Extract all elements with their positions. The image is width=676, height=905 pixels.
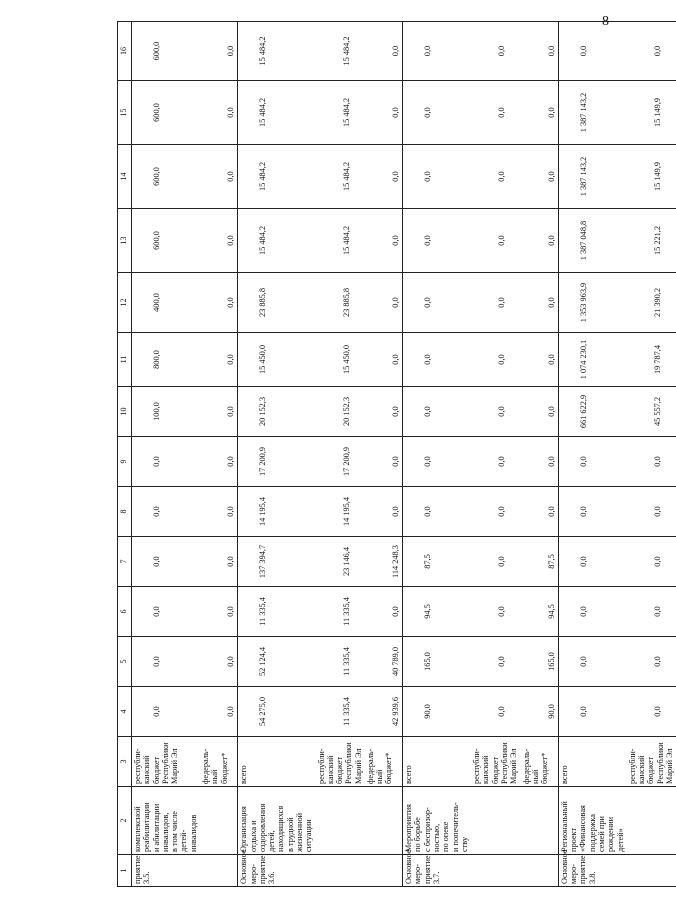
activity-number-cell — [316, 855, 365, 887]
budget-table — [117, 21, 676, 887]
column-header: 15 — [118, 81, 132, 145]
value-cell: 0,0 — [365, 273, 403, 333]
value-cell: 0,0 — [471, 273, 520, 333]
value-cell: 0,0 — [627, 637, 676, 687]
table-row — [558, 22, 626, 887]
value-cell: 0,0 — [200, 687, 238, 737]
value-cell: 0,0 — [471, 81, 520, 145]
value-cell: 21 390,2 — [627, 273, 676, 333]
value-cell: 0,0 — [627, 487, 676, 537]
value-cell: 137 394,7 — [238, 537, 316, 587]
column-header: 8 — [118, 487, 132, 537]
value-cell: 0,0 — [365, 209, 403, 273]
value-cell: 0,0 — [365, 587, 403, 637]
table-row — [238, 22, 316, 887]
value-cell: 0,0 — [200, 145, 238, 209]
value-cell: 165,0 — [521, 637, 559, 687]
funding-source-cell: республи- канский бюджет Республики Марий Эл — [471, 737, 520, 787]
value-cell: 15 484,2 — [316, 209, 365, 273]
value-cell: 0,0 — [627, 687, 676, 737]
value-cell: 0,0 — [200, 537, 238, 587]
value-cell: 800,0 — [132, 333, 200, 387]
value-cell: 0,0 — [471, 22, 520, 81]
value-cell: 0,0 — [132, 687, 200, 737]
activity-name-cell — [316, 787, 365, 855]
value-cell: 11 335,4 — [316, 687, 365, 737]
value-cell: 0,0 — [200, 637, 238, 687]
value-cell: 0,0 — [471, 145, 520, 209]
funding-source-cell: всего — [403, 737, 471, 787]
value-cell: 0,0 — [471, 637, 520, 687]
value-cell: 0,0 — [365, 387, 403, 437]
value-cell: 11 335,4 — [238, 587, 316, 637]
value-cell: 0,0 — [365, 145, 403, 209]
table-row — [365, 22, 403, 887]
value-cell: 0,0 — [403, 22, 471, 81]
activity-number-cell — [200, 855, 238, 887]
value-cell: 0,0 — [521, 273, 559, 333]
activity-name-cell — [365, 787, 403, 855]
value-cell: 20 152,3 — [238, 387, 316, 437]
value-cell: 0,0 — [403, 81, 471, 145]
value-cell: 1 387 143,2 — [558, 81, 626, 145]
value-cell: 0,0 — [471, 537, 520, 587]
value-cell: 0,0 — [558, 687, 626, 737]
value-cell: 0,0 — [558, 437, 626, 487]
column-header: 1 — [118, 855, 132, 887]
value-cell: 0,0 — [200, 487, 238, 537]
value-cell: 0,0 — [521, 333, 559, 387]
value-cell: 0,0 — [365, 333, 403, 387]
value-cell: 14 195,4 — [238, 487, 316, 537]
value-cell: 15 484,2 — [238, 22, 316, 81]
header-row — [118, 22, 132, 887]
value-cell: 15 450,0 — [238, 333, 316, 387]
activity-number-cell — [521, 855, 559, 887]
value-cell: 0,0 — [627, 437, 676, 487]
funding-source-cell: республи- канский бюджет Республики Марий Эл — [316, 737, 365, 787]
value-cell: 40 789,0 — [365, 637, 403, 687]
value-cell: 0,0 — [471, 387, 520, 437]
value-cell: 0,0 — [403, 145, 471, 209]
value-cell: 0,0 — [521, 209, 559, 273]
value-cell: 0,0 — [132, 537, 200, 587]
value-cell: 0,0 — [200, 333, 238, 387]
value-cell: 15 484,2 — [238, 209, 316, 273]
value-cell: 20 152,3 — [316, 387, 365, 437]
value-cell: 0,0 — [200, 587, 238, 637]
value-cell: 94,5 — [521, 587, 559, 637]
value-cell: 0,0 — [471, 437, 520, 487]
value-cell: 0,0 — [132, 437, 200, 487]
value-cell: 0,0 — [521, 145, 559, 209]
table-row — [403, 22, 471, 887]
column-header: 9 — [118, 437, 132, 487]
value-cell: 0,0 — [200, 209, 238, 273]
value-cell: 0,0 — [627, 587, 676, 637]
value-cell: 19 787,4 — [627, 333, 676, 387]
value-cell: 0,0 — [365, 487, 403, 537]
column-header: 16 — [118, 22, 132, 81]
value-cell: 0,0 — [558, 487, 626, 537]
value-cell: 0,0 — [403, 273, 471, 333]
value-cell: 600,0 — [132, 81, 200, 145]
value-cell: 90,0 — [403, 687, 471, 737]
value-cell: 11 335,4 — [316, 587, 365, 637]
value-cell: 1 074 230,1 — [558, 333, 626, 387]
value-cell: 114 248,3 — [365, 537, 403, 587]
funding-source-cell: федераль- ный бюджет* — [200, 737, 238, 787]
value-cell: 52 124,4 — [238, 637, 316, 687]
value-cell: 54 275,0 — [238, 687, 316, 737]
value-cell: 661 622,9 — [558, 387, 626, 437]
value-cell: 165,0 — [403, 637, 471, 687]
value-cell: 0,0 — [403, 333, 471, 387]
value-cell: 600,0 — [132, 145, 200, 209]
activity-name-cell — [521, 787, 559, 855]
table-body — [132, 22, 676, 887]
value-cell: 23 146,4 — [316, 537, 365, 587]
activity-number-cell: Основное меро- приятие 3.8. — [558, 855, 626, 887]
value-cell: 0,0 — [365, 22, 403, 81]
table-row — [471, 22, 520, 887]
value-cell: 15 484,2 — [238, 81, 316, 145]
column-header: 6 — [118, 587, 132, 637]
value-cell: 1 353 963,9 — [558, 273, 626, 333]
value-cell: 23 885,8 — [238, 273, 316, 333]
value-cell: 0,0 — [471, 687, 520, 737]
activity-name-cell — [627, 787, 676, 855]
value-cell: 0,0 — [403, 437, 471, 487]
activity-number-cell: Основное меро- приятие 3.6. — [238, 855, 316, 887]
value-cell: 1 387 048,8 — [558, 209, 626, 273]
page-number: 8 — [602, 14, 609, 29]
value-cell: 1 387 143,2 — [558, 145, 626, 209]
value-cell: 15 484,2 — [316, 81, 365, 145]
activity-name-cell: Мероприятия по борьбе с беспризор- ностью, по опеке и попечитель- ству — [403, 787, 471, 855]
funding-source-cell: республи- канский бюджет Республики Марий Эл — [627, 737, 676, 787]
column-header: 11 — [118, 333, 132, 387]
value-cell: 90,0 — [521, 687, 559, 737]
column-header: 7 — [118, 537, 132, 587]
value-cell: 11 335,4 — [316, 637, 365, 687]
value-cell: 87,5 — [521, 537, 559, 587]
column-header: 13 — [118, 209, 132, 273]
value-cell: 0,0 — [558, 537, 626, 587]
value-cell: 600,0 — [132, 209, 200, 273]
value-cell: 0,0 — [627, 537, 676, 587]
activity-name-cell: комплексной реабилитации и абилитации инвалидов, в том числе детей- инвалидов — [132, 787, 200, 855]
activity-name-cell — [200, 787, 238, 855]
value-cell: 42 939,6 — [365, 687, 403, 737]
value-cell: 17 200,9 — [238, 437, 316, 487]
value-cell: 0,0 — [521, 437, 559, 487]
column-header: 4 — [118, 687, 132, 737]
value-cell: 0,0 — [132, 587, 200, 637]
value-cell: 0,0 — [627, 22, 676, 81]
value-cell: 0,0 — [200, 387, 238, 437]
column-header: 2 — [118, 787, 132, 855]
value-cell: 0,0 — [200, 22, 238, 81]
value-cell: 0,0 — [521, 22, 559, 81]
value-cell: 0,0 — [365, 81, 403, 145]
column-header: 3 — [118, 737, 132, 787]
value-cell: 15 484,2 — [316, 22, 365, 81]
value-cell: 0,0 — [132, 637, 200, 687]
value-cell: 15 149,9 — [627, 145, 676, 209]
funding-source-cell: республи- канский бюджет Республики Марий Эл — [132, 737, 200, 787]
value-cell: 0,0 — [471, 209, 520, 273]
value-cell: 45 557,2 — [627, 387, 676, 437]
value-cell: 0,0 — [521, 81, 559, 145]
value-cell: 0,0 — [521, 387, 559, 437]
value-cell: 0,0 — [558, 587, 626, 637]
value-cell: 400,0 — [132, 273, 200, 333]
funding-source-cell: всего — [238, 737, 316, 787]
table-row — [132, 22, 200, 887]
value-cell: 0,0 — [558, 637, 626, 687]
value-cell: 17 200,9 — [316, 437, 365, 487]
table-row — [521, 22, 559, 887]
value-cell: 15 484,2 — [316, 145, 365, 209]
column-header: 5 — [118, 637, 132, 687]
funding-source-cell: федераль- ный бюджет* — [521, 737, 559, 787]
table-row — [316, 22, 365, 887]
value-cell: 100,0 — [132, 387, 200, 437]
value-cell: 0,0 — [132, 487, 200, 537]
activity-number-cell: Основное меро- приятие 3.7. — [403, 855, 471, 887]
value-cell: 0,0 — [403, 209, 471, 273]
value-cell: 0,0 — [471, 333, 520, 387]
value-cell: 0,0 — [200, 437, 238, 487]
value-cell: 0,0 — [200, 81, 238, 145]
value-cell: 0,0 — [521, 487, 559, 537]
activity-name-cell — [471, 787, 520, 855]
value-cell: 15 149,9 — [627, 81, 676, 145]
value-cell: 94,5 — [403, 587, 471, 637]
activity-number-cell: приятие 3.5. — [132, 855, 200, 887]
activity-number-cell — [627, 855, 676, 887]
table-row — [627, 22, 676, 887]
column-header: 14 — [118, 145, 132, 209]
value-cell: 0,0 — [200, 273, 238, 333]
value-cell: 0,0 — [471, 587, 520, 637]
value-cell: 0,0 — [403, 487, 471, 537]
value-cell: 600,0 — [132, 22, 200, 81]
funding-source-cell: федераль- ный бюджет* — [365, 737, 403, 787]
value-cell: 15 221,2 — [627, 209, 676, 273]
funding-source-cell: всего — [558, 737, 626, 787]
activity-number-cell — [471, 855, 520, 887]
activity-number-cell — [365, 855, 403, 887]
value-cell: 0,0 — [471, 487, 520, 537]
activity-name-cell: Организация отдыха и оздоровления детей, находящихся в трудной жизненной ситуации — [238, 787, 316, 855]
column-header: 10 — [118, 387, 132, 437]
value-cell: 0,0 — [365, 437, 403, 487]
value-cell: 87,5 — [403, 537, 471, 587]
column-header: 12 — [118, 273, 132, 333]
value-cell: 23 885,8 — [316, 273, 365, 333]
activity-name-cell: Региональный проект «Финансовая поддержка семей при рождении детей» — [558, 787, 626, 855]
table-row — [200, 22, 238, 887]
rotated-table-container — [117, 22, 674, 887]
value-cell: 14 195,4 — [316, 487, 365, 537]
value-cell: 15 450,0 — [316, 333, 365, 387]
value-cell: 0,0 — [558, 22, 626, 81]
value-cell: 0,0 — [403, 387, 471, 437]
value-cell: 15 484,2 — [238, 145, 316, 209]
